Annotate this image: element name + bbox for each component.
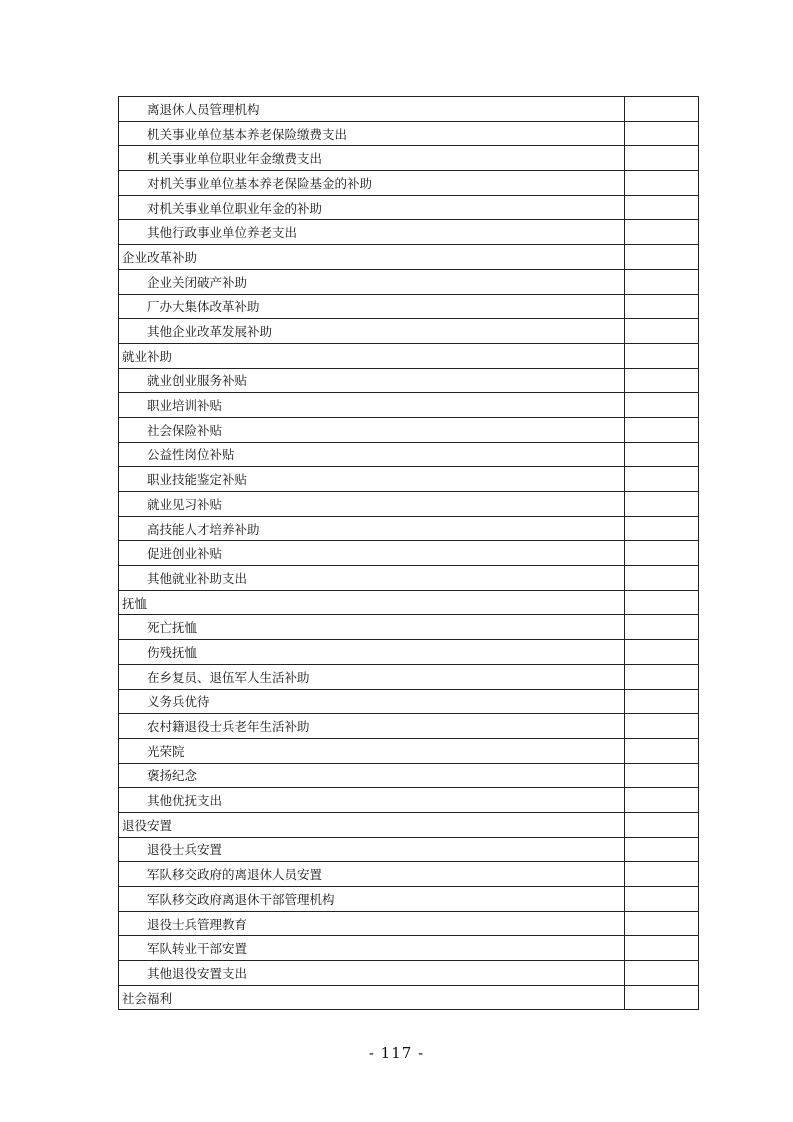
row-value-cell	[625, 664, 699, 689]
row-label: 职业技能鉴定补贴	[119, 467, 625, 492]
table-row	[119, 516, 699, 541]
row-value-cell	[625, 121, 699, 146]
table-row	[119, 195, 699, 220]
table-row	[119, 640, 699, 665]
table-row	[119, 862, 699, 887]
table-row	[119, 492, 699, 517]
row-label: 义务兵优待	[119, 689, 625, 714]
table-row	[119, 467, 699, 492]
row-value-cell	[625, 171, 699, 196]
row-value-cell	[625, 467, 699, 492]
row-label: 机关事业单位基本养老保险缴费支出	[119, 121, 625, 146]
row-label: 死亡抚恤	[119, 615, 625, 640]
table-row	[119, 788, 699, 813]
row-label: 企业关闭破产补助	[119, 269, 625, 294]
row-value-cell	[625, 393, 699, 418]
row-label: 就业补助	[119, 343, 625, 368]
row-label: 抚恤	[119, 590, 625, 615]
row-value-cell	[625, 862, 699, 887]
table-row	[119, 911, 699, 936]
row-label: 机关事业单位职业年金缴费支出	[119, 146, 625, 171]
row-label: 其他退役安置支出	[119, 961, 625, 986]
row-label: 褒扬纪念	[119, 763, 625, 788]
row-value-cell	[625, 689, 699, 714]
row-label: 离退休人员管理机构	[119, 97, 625, 122]
row-value-cell	[625, 269, 699, 294]
row-value-cell	[625, 368, 699, 393]
row-value-cell	[625, 97, 699, 122]
row-value-cell	[625, 640, 699, 665]
table-row	[119, 887, 699, 912]
row-label: 军队移交政府离退休干部管理机构	[119, 887, 625, 912]
table-row	[119, 541, 699, 566]
table-row	[119, 393, 699, 418]
row-value-cell	[625, 343, 699, 368]
table-row	[119, 590, 699, 615]
row-value-cell	[625, 566, 699, 591]
row-value-cell	[625, 911, 699, 936]
row-label: 对机关事业单位基本养老保险基金的补助	[119, 171, 625, 196]
row-value-cell	[625, 837, 699, 862]
table-row	[119, 294, 699, 319]
table-row	[119, 615, 699, 640]
row-value-cell	[625, 714, 699, 739]
row-value-cell	[625, 319, 699, 344]
row-label: 其他就业补助支出	[119, 566, 625, 591]
row-label: 退役安置	[119, 812, 625, 837]
row-label: 军队移交政府的离退休人员安置	[119, 862, 625, 887]
row-label: 高技能人才培养补助	[119, 516, 625, 541]
row-value-cell	[625, 245, 699, 270]
row-label: 其他企业改革发展补助	[119, 319, 625, 344]
table-row	[119, 985, 699, 1010]
table-row	[119, 269, 699, 294]
table-row	[119, 763, 699, 788]
row-label: 就业创业服务补贴	[119, 368, 625, 393]
table-row	[119, 171, 699, 196]
row-label: 在乡复员、退伍军人生活补助	[119, 664, 625, 689]
table-row	[119, 738, 699, 763]
row-value-cell	[625, 516, 699, 541]
row-label: 就业见习补贴	[119, 492, 625, 517]
row-label: 促进创业补贴	[119, 541, 625, 566]
table-body	[119, 97, 699, 1010]
row-value-cell	[625, 417, 699, 442]
row-label: 退役士兵管理教育	[119, 911, 625, 936]
table-row	[119, 245, 699, 270]
row-label: 职业培训补贴	[119, 393, 625, 418]
row-value-cell	[625, 294, 699, 319]
row-label: 对机关事业单位职业年金的补助	[119, 195, 625, 220]
table-row	[119, 961, 699, 986]
table-row	[119, 319, 699, 344]
row-label: 企业改革补助	[119, 245, 625, 270]
row-value-cell	[625, 615, 699, 640]
row-value-cell	[625, 788, 699, 813]
row-value-cell	[625, 195, 699, 220]
row-value-cell	[625, 590, 699, 615]
table-row	[119, 343, 699, 368]
row-value-cell	[625, 936, 699, 961]
table-row	[119, 368, 699, 393]
table-row	[119, 97, 699, 122]
table-row	[119, 837, 699, 862]
row-value-cell	[625, 442, 699, 467]
row-value-cell	[625, 146, 699, 171]
row-value-cell	[625, 738, 699, 763]
table-row	[119, 812, 699, 837]
row-label: 光荣院	[119, 738, 625, 763]
table-row	[119, 714, 699, 739]
row-value-cell	[625, 541, 699, 566]
table-row	[119, 146, 699, 171]
row-label: 其他优抚支出	[119, 788, 625, 813]
table-row	[119, 442, 699, 467]
row-label: 其他行政事业单位养老支出	[119, 220, 625, 245]
table-row	[119, 936, 699, 961]
table-row	[119, 664, 699, 689]
budget-table	[118, 96, 699, 1010]
row-label: 公益性岗位补贴	[119, 442, 625, 467]
row-label: 社会福利	[119, 985, 625, 1010]
row-label: 厂办大集体改革补助	[119, 294, 625, 319]
row-value-cell	[625, 220, 699, 245]
table-row	[119, 566, 699, 591]
table-row	[119, 121, 699, 146]
row-label: 伤残抚恤	[119, 640, 625, 665]
row-label: 退役士兵安置	[119, 837, 625, 862]
table-row	[119, 220, 699, 245]
table-row	[119, 417, 699, 442]
row-value-cell	[625, 812, 699, 837]
row-label: 农村籍退役士兵老年生活补助	[119, 714, 625, 739]
page-number: - 117 -	[368, 1044, 425, 1062]
row-value-cell	[625, 985, 699, 1010]
row-value-cell	[625, 492, 699, 517]
row-label: 军队转业干部安置	[119, 936, 625, 961]
table-row	[119, 689, 699, 714]
row-label: 社会保险补贴	[119, 417, 625, 442]
row-value-cell	[625, 961, 699, 986]
row-value-cell	[625, 763, 699, 788]
row-value-cell	[625, 887, 699, 912]
